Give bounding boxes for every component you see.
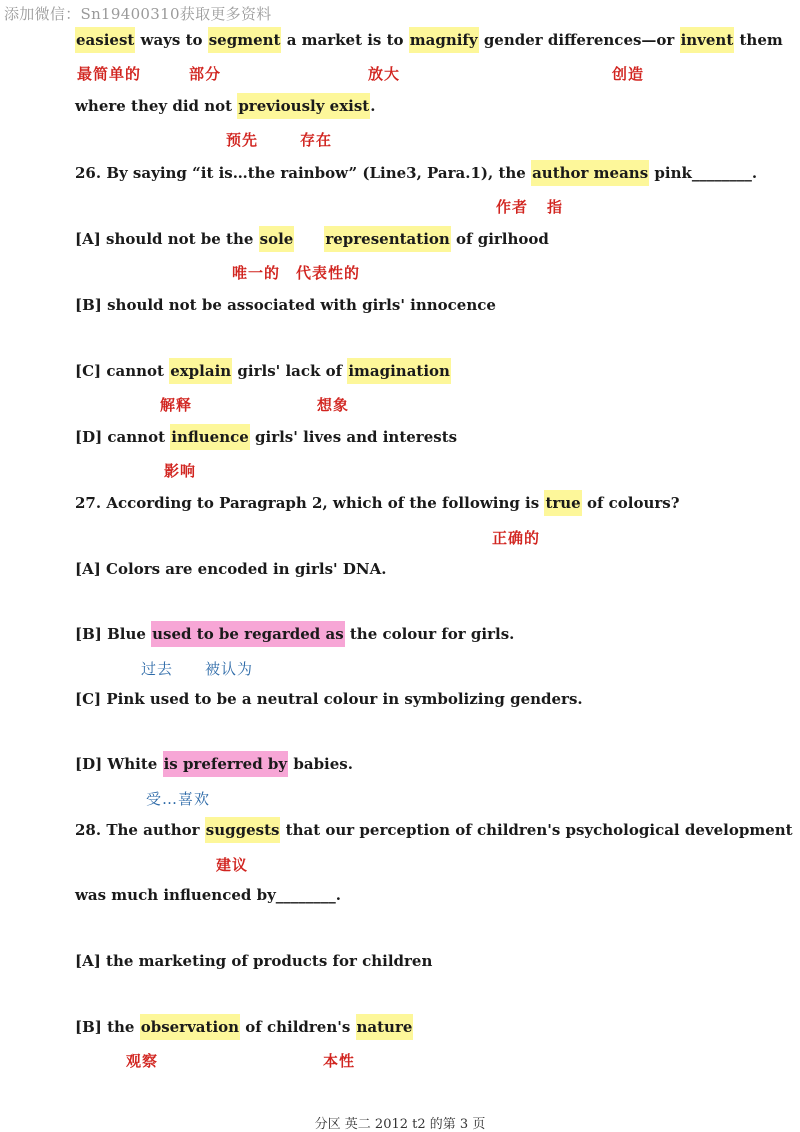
highlight-invent: invent [680,27,735,53]
highlight-segment: segment [208,27,282,53]
text: gender differences—or [478,31,680,49]
watermark: 添加微信：Sn19400310获取更多资料 [4,5,272,23]
text: ways to [135,31,208,49]
highlight-magnify: magnify [409,27,479,53]
note-magnify: 放大 [368,65,401,83]
highlight-author-means: author means [531,160,649,186]
text: pink________. [649,164,758,182]
highlight-previously-exist [237,93,370,119]
highlight-suggests: suggests [205,817,281,843]
note-previously: 预先 [226,131,259,149]
text: [D] cannot [75,428,171,446]
question-27 [75,487,680,519]
highlight-observation: observation [140,1014,240,1040]
text: 26. By saying “it is…the rainbow” (Line3, Para.1), the [75,164,532,182]
highlight-is-preferred-by: is preferred by [163,751,289,777]
highlight-influence: influence [170,424,250,450]
text: that our perception of children's psychological development [280,821,793,839]
text: a market is to [281,31,409,49]
text: of children's [240,1018,356,1036]
text-line-2 [75,90,375,122]
note-nature: 本性 [323,1052,356,1070]
note-used-to: 过去 [141,660,174,678]
question-28-cont [75,879,341,911]
text: of colours? [581,494,680,512]
note-author: 作者 [496,198,529,216]
note-exist: 存在 [300,131,333,149]
highlight-nature: nature [356,1014,414,1040]
note-true: 正确的 [492,529,541,547]
text: babies. [288,755,353,773]
note-preferred-by: 受…喜欢 [146,790,211,808]
highlight-explain: explain [169,358,232,384]
option-26c [75,355,451,387]
note-imagination: 想象 [317,396,350,414]
option-27c [75,683,583,715]
text: of girlhood [450,230,549,248]
text: 28. The author [75,821,205,839]
note-representation: 代表性的 [296,264,361,282]
text: [B] should not be associated with girls' innocence [75,296,496,314]
highlight-sole: sole [259,226,295,252]
highlight-representation: representation [324,226,450,252]
note-observation: 观察 [126,1052,159,1070]
note-invent: 创造 [612,65,645,83]
word-previously: previously [238,97,325,115]
note-regarded-as: 被认为 [205,660,254,678]
note-easiest: 最简单的 [77,65,142,83]
text: . [370,97,376,115]
highlight-easiest: easiest [75,27,135,53]
option-27b [75,618,514,650]
option-26a [75,223,549,255]
text: [A] should not be the [75,230,259,248]
option-28b [75,1011,413,1043]
note-explain: 解释 [160,396,193,414]
note-suggests: 建议 [216,856,249,874]
question-26 [75,157,757,189]
text: was much influenced by________. [75,886,342,904]
highlight-true: true [544,490,581,516]
question-28 [75,814,793,846]
text: [A] Colors are encoded in girls' DNA. [75,560,387,578]
text: [D] White [75,755,163,773]
option-27a [75,553,386,585]
text: [B] the [75,1018,140,1036]
page-footer: 分区 英二 2012 t2 的第 3 页 [314,1117,486,1132]
text: them [734,31,783,49]
text: girls' lives and interests [249,428,458,446]
text: the colour for girls. [344,625,515,643]
highlight-imagination: imagination [347,358,451,384]
text: [C] Pink used to be a neutral colour in symbolizing genders. [75,690,583,708]
word-exist: exist [329,97,370,115]
text: where they did not [75,97,238,115]
text: girls' lack of [232,362,348,380]
option-27d [75,748,353,780]
option-28a [75,945,432,977]
text-line-1 [75,24,783,56]
text: [B] Blue [75,625,152,643]
note-segment: 部分 [189,65,222,83]
text: 27. According to Paragraph 2, which of the following is [75,494,545,512]
option-26b [75,289,496,321]
option-26d [75,421,457,453]
text: [A] the marketing of products for children [75,952,433,970]
note-means: 指 [547,198,564,216]
note-sole: 唯一的 [232,264,281,282]
text: [C] cannot [75,362,170,380]
note-influence: 影响 [164,462,197,480]
highlight-used-to-be-regarded-as: used to be regarded as [151,621,344,647]
